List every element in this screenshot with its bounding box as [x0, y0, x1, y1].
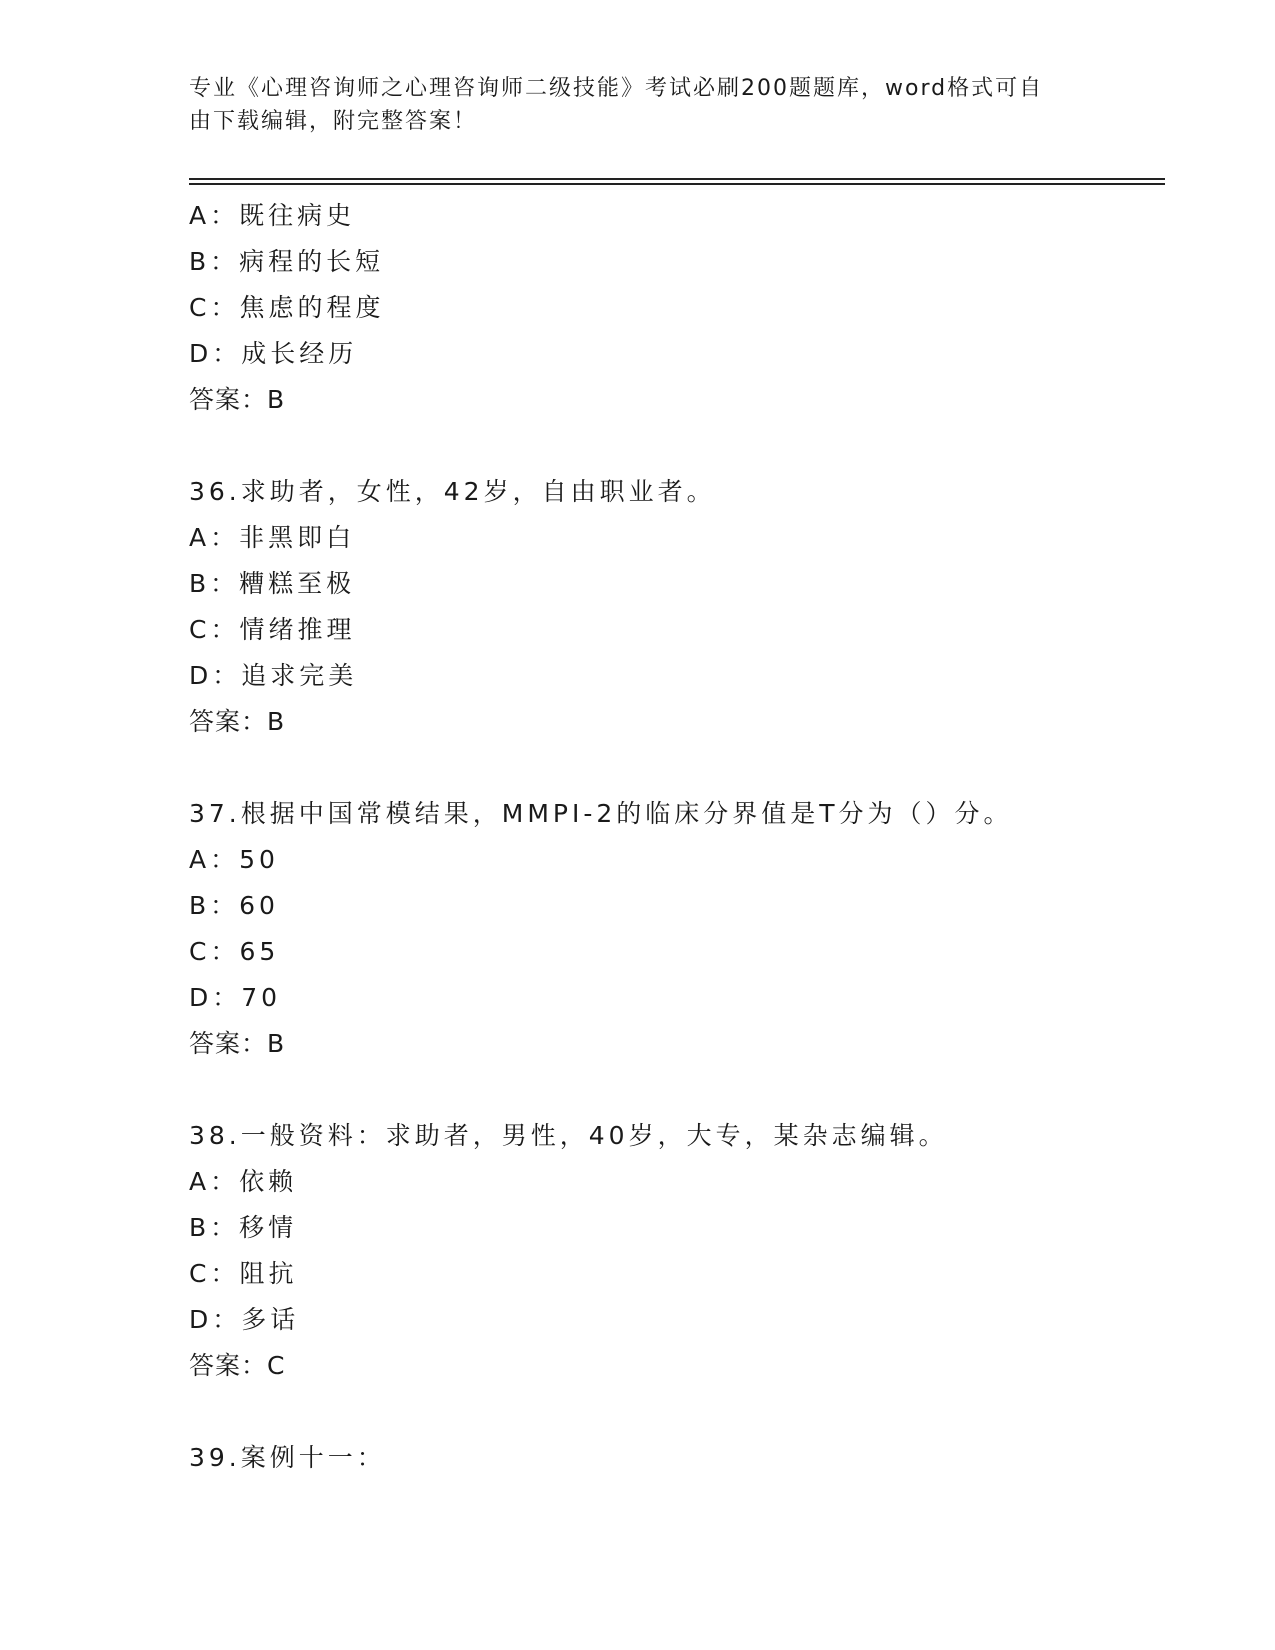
option-d: D：多话	[189, 1305, 300, 1334]
answer: 答案：B	[189, 707, 286, 736]
question-list	[189, 193, 1165, 1481]
option-b: B：糟糕至极	[189, 569, 356, 598]
option-b: B：60	[189, 891, 279, 920]
option-c: C：阻抗	[189, 1259, 298, 1288]
option-b: B：移情	[189, 1213, 298, 1242]
header-line-2: 由下载编辑，附完整答案！	[189, 109, 478, 134]
question-39	[189, 1435, 1165, 1481]
answer: 答案：B	[189, 385, 286, 414]
option-d: D：成长经历	[189, 339, 358, 368]
question-stem: 38.一般资料：求助者，男性，40岁，大专，某杂志编辑。	[189, 1121, 948, 1150]
spacer	[189, 1389, 1165, 1435]
question-stem: 39.案例十一：	[189, 1443, 386, 1472]
option-d: D：70	[189, 983, 282, 1012]
answer: 答案：C	[189, 1351, 286, 1380]
option-c: C：65	[189, 937, 280, 966]
question-38	[189, 1113, 1165, 1389]
option-c: C：焦虑的程度	[189, 293, 385, 322]
question-stem: 37.根据中国常模结果，MMPI-2的临床分界值是T分为（）分。	[189, 799, 1013, 828]
option-a: A：非黑即白	[189, 523, 356, 552]
option-a: A：既往病史	[189, 201, 356, 230]
option-c: C：情绪推理	[189, 615, 356, 644]
answer: 答案：B	[189, 1029, 286, 1058]
header-divider-top	[189, 178, 1165, 180]
option-a: A：依赖	[189, 1167, 298, 1196]
question-35	[189, 193, 1165, 423]
question-stem: 36.求助者，女性，42岁，自由职业者。	[189, 477, 716, 506]
question-37	[189, 791, 1165, 1067]
option-a: A：50	[189, 845, 279, 874]
header-line-1: 专业《心理咨询师之心理咨询师二级技能》考试必刷200题题库，word格式可自	[189, 76, 1044, 101]
option-b: B：病程的长短	[189, 247, 385, 276]
spacer	[189, 1067, 1165, 1113]
header-divider-bottom	[189, 183, 1165, 185]
spacer	[189, 423, 1165, 469]
document-header	[189, 72, 1069, 138]
question-36	[189, 469, 1165, 745]
spacer	[189, 745, 1165, 791]
option-d: D：追求完美	[189, 661, 358, 690]
